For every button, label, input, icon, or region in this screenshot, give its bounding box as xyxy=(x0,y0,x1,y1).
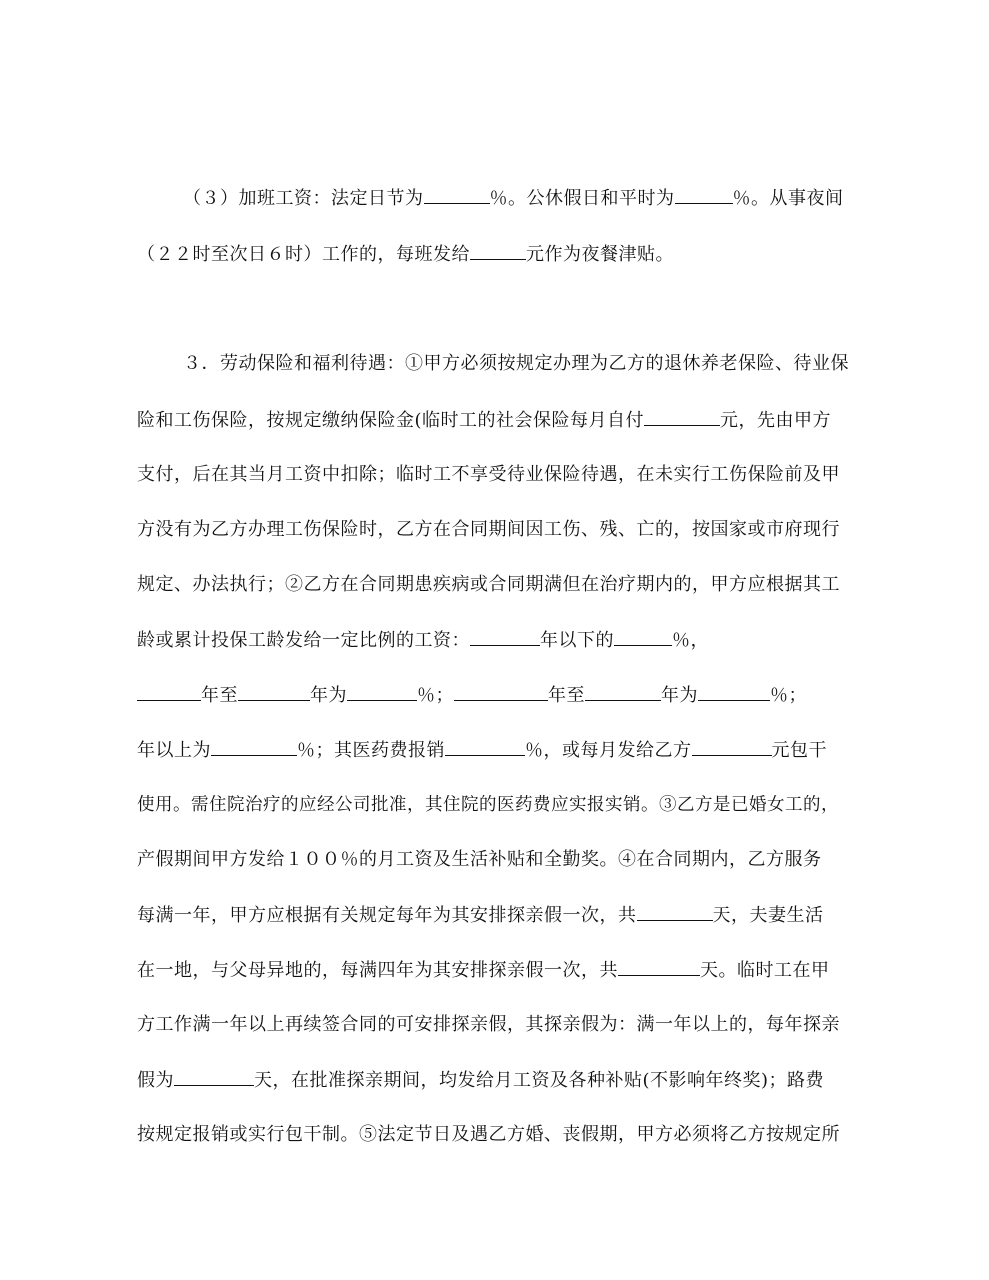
blank-field xyxy=(174,1067,254,1086)
text-segment: 使用。需住院治疗的应经公司批准，其住院的医药费应实报实销。③乙方是已婚女工的， xyxy=(137,795,839,815)
blank-field xyxy=(470,627,540,646)
text-segment: ％； xyxy=(417,685,454,706)
insurance-line-2 xyxy=(137,407,857,434)
blank-field xyxy=(618,957,700,976)
overtime-line-2 xyxy=(137,241,857,268)
text-segment: 年至 xyxy=(201,685,238,706)
overtime-line-1 xyxy=(183,185,857,212)
text-segment: 年至 xyxy=(548,685,585,706)
text-segment: 天。临时工在甲 xyxy=(700,960,830,981)
text-segment: 在一地，与父母异地的，每满四年为其安排探亲假一次，共 xyxy=(137,960,618,981)
insurance-line-10 xyxy=(137,847,857,873)
blank-field xyxy=(454,682,548,701)
blank-field xyxy=(692,737,772,756)
blank-field xyxy=(238,682,310,701)
insurance-line-4 xyxy=(137,517,857,543)
text-segment: 规定、办法执行；②乙方在合同期患疾病或合同期满但在治疗期内的，甲方应根据其工 xyxy=(137,574,840,595)
text-segment: 假为 xyxy=(137,1070,174,1091)
blank-field xyxy=(470,241,526,260)
text-segment: 龄或累计投保工龄发给一定比例的工资： xyxy=(137,630,470,651)
text-segment: ％，或每月发给乙方 xyxy=(525,740,692,761)
blank-field xyxy=(675,185,733,204)
text-segment: ％， xyxy=(672,630,709,651)
insurance-line-13 xyxy=(137,1012,857,1038)
text-segment: 元包干 xyxy=(771,740,827,761)
insurance-line-14 xyxy=(137,1067,857,1094)
text-segment: 元作为夜餐津贴。 xyxy=(526,244,674,265)
insurance-line-11 xyxy=(137,902,857,929)
blank-field xyxy=(424,185,490,204)
text-segment: ％。公休假日和平时为 xyxy=(489,188,675,209)
insurance-line-1 xyxy=(183,351,857,377)
blank-field xyxy=(644,407,720,426)
text-segment: 支付，后在其当月工资中扣除；临时工不享受待业保险待遇，在未实行工伤保险前及甲 xyxy=(137,464,840,485)
text-segment: 险和工伤保险，按规定缴纳保险金(临时工的社会保险每月自付 xyxy=(137,410,645,431)
text-segment: ％。从事夜间 xyxy=(732,188,844,209)
text-segment: 产假期间甲方发给１００％的月工资及生活补贴和全勤奖。④在合同期内，乙方服务 xyxy=(137,849,822,870)
text-segment: 每满一年，甲方应根据有关规定每年为其安排探亲假一次，共 xyxy=(137,905,637,926)
insurance-line-8 xyxy=(137,737,857,764)
blank-field xyxy=(637,902,713,921)
blank-field xyxy=(137,682,201,701)
insurance-line-15 xyxy=(137,1122,857,1148)
text-segment: 方没有为乙方办理工伤保险时，乙方在合同期间因工伤、残、亡的，按国家或市府现行 xyxy=(137,519,840,540)
blank-field xyxy=(585,682,661,701)
insurance-line-5 xyxy=(137,572,857,598)
text-segment: ３．劳动保险和福利待遇：①甲方必须按规定办理为乙方的退休养老保险、待业保 xyxy=(183,353,849,374)
insurance-line-7 xyxy=(137,682,857,709)
insurance-line-3 xyxy=(137,462,857,488)
text-segment: 年以上为 xyxy=(137,740,211,761)
blank-field xyxy=(445,737,525,756)
insurance-line-12 xyxy=(137,957,857,984)
text-segment: （３）加班工资：法定日节为 xyxy=(183,188,424,209)
text-segment: 年以下的 xyxy=(540,630,614,651)
text-segment: 年为 xyxy=(310,685,347,706)
text-segment: 年为 xyxy=(661,685,698,706)
blank-field xyxy=(211,737,297,756)
blank-field xyxy=(347,682,417,701)
insurance-line-6 xyxy=(137,627,857,654)
text-segment: 元，先由甲方 xyxy=(720,410,832,431)
blank-field xyxy=(698,682,770,701)
text-segment: ％； xyxy=(770,685,807,706)
text-segment: 天，在批准探亲期间，均发给月工资及各种补贴(不影响年终奖)；路费 xyxy=(254,1070,825,1091)
text-segment: 方工作满一年以上再续签合同的可安排探亲假，其探亲假为：满一年以上的，每年探亲 xyxy=(137,1014,840,1035)
text-segment: ％；其医药费报销 xyxy=(297,740,445,761)
text-segment: （２２时至次日６时）工作的，每班发给 xyxy=(137,244,470,265)
text-segment: 天，夫妻生活 xyxy=(712,905,824,926)
text-segment: 按规定报销或实行包干制。⑤法定节日及遇乙方婚、丧假期，甲方必须将乙方按规定所 xyxy=(137,1124,840,1145)
blank-field xyxy=(614,627,672,646)
insurance-line-9 xyxy=(137,792,857,818)
